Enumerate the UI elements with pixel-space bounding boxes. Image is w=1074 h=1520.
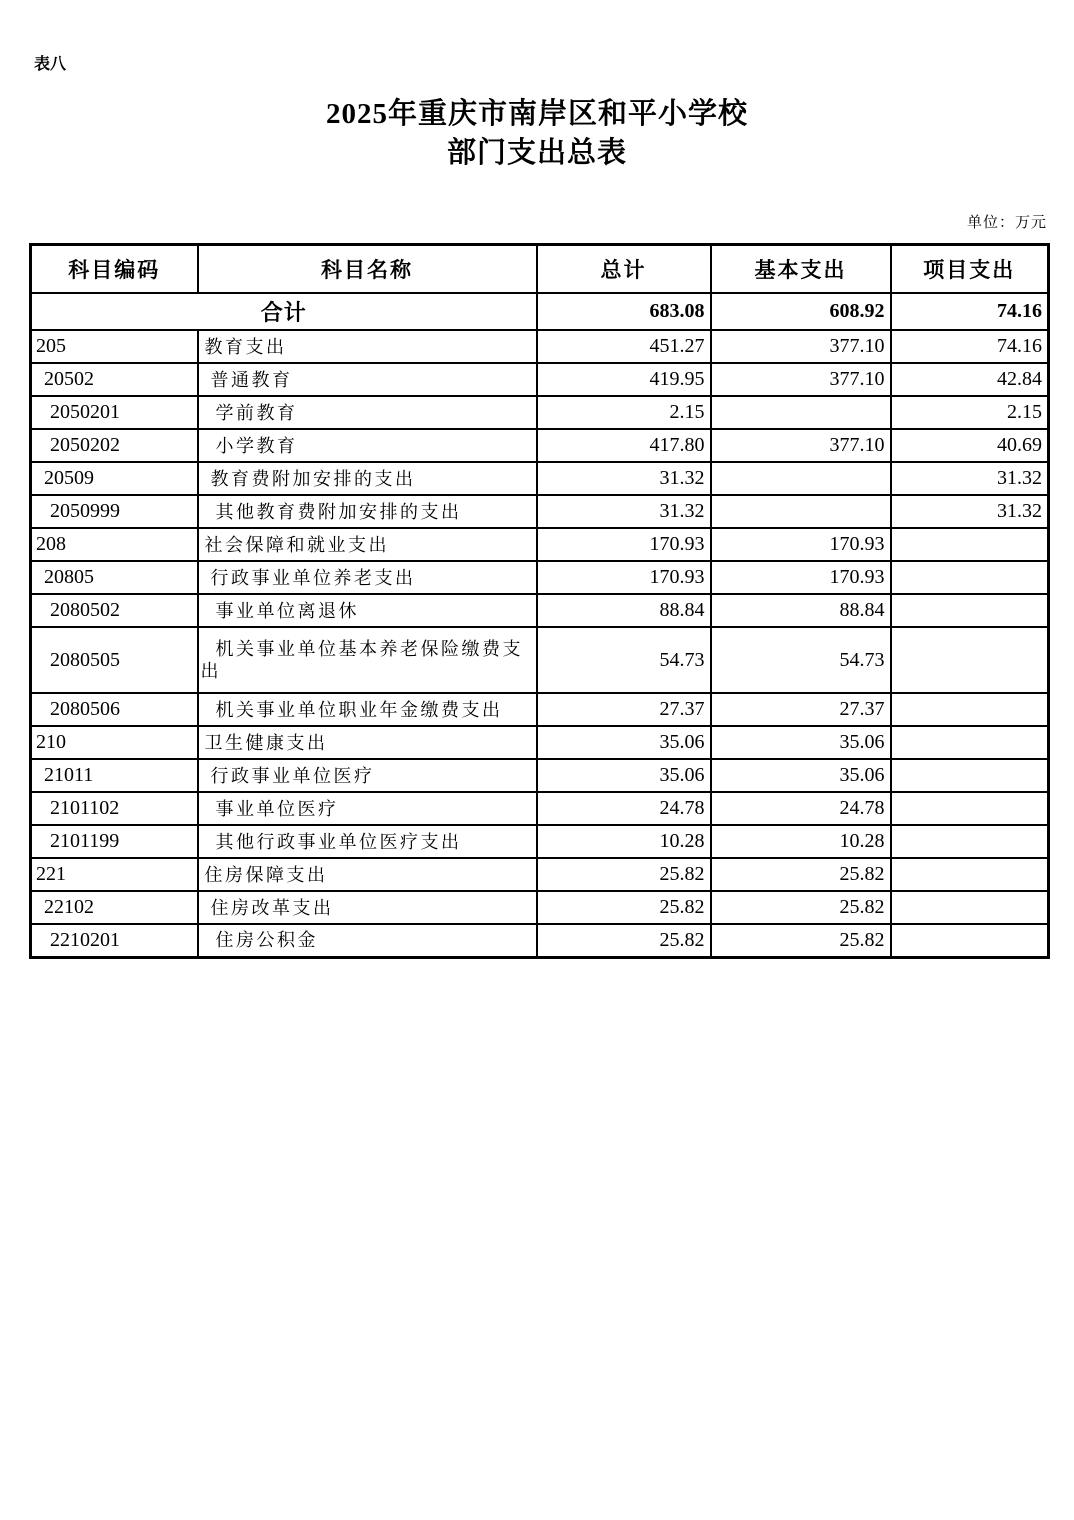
basic-expenditure-cell: 25.82 [711, 924, 891, 957]
header-basic-expenditure: 基本支出 [711, 245, 891, 294]
subject-code-cell: 2101199 [31, 825, 198, 858]
project-expenditure-cell: 31.32 [891, 462, 1049, 495]
total-cell: 25.82 [537, 858, 711, 891]
header-project-expenditure: 项目支出 [891, 245, 1049, 294]
project-expenditure-cell [891, 792, 1049, 825]
project-expenditure-cell [891, 627, 1049, 693]
header-total: 总计 [537, 245, 711, 294]
basic-expenditure-cell: 25.82 [711, 891, 891, 924]
subject-code-cell: 20509 [31, 462, 198, 495]
subject-code-cell: 20805 [31, 561, 198, 594]
basic-expenditure-cell: 170.93 [711, 528, 891, 561]
page-title [0, 95, 1074, 173]
project-expenditure-cell [891, 825, 1049, 858]
subject-name-cell: 普通教育 [198, 363, 537, 396]
table-number-label: 表八 [34, 56, 67, 73]
subject-code-cell: 2210201 [31, 924, 198, 957]
table-row [31, 825, 1049, 858]
subject-name-cell: 卫生健康支出 [198, 726, 537, 759]
basic-expenditure-cell: 35.06 [711, 759, 891, 792]
basic-expenditure-cell [711, 495, 891, 528]
basic-expenditure-cell: 170.93 [711, 561, 891, 594]
subject-name-cell: 住房改革支出 [198, 891, 537, 924]
project-expenditure-cell [891, 924, 1049, 957]
subject-code-cell: 22102 [31, 891, 198, 924]
table-row [31, 891, 1049, 924]
table-row [31, 693, 1049, 726]
total-cell: 170.93 [537, 561, 711, 594]
total-cell: 31.32 [537, 462, 711, 495]
table-row [31, 858, 1049, 891]
basic-expenditure-cell [711, 396, 891, 429]
basic-expenditure-cell: 35.06 [711, 726, 891, 759]
table-row [31, 462, 1049, 495]
table-row [31, 594, 1049, 627]
basic-expenditure-cell: 25.82 [711, 858, 891, 891]
project-expenditure-cell [891, 858, 1049, 891]
subject-code-cell: 2080506 [31, 693, 198, 726]
total-cell: 24.78 [537, 792, 711, 825]
subject-name-cell: 其他行政事业单位医疗支出 [198, 825, 537, 858]
table-row [31, 726, 1049, 759]
subject-name-cell: 行政事业单位医疗 [198, 759, 537, 792]
project-expenditure-cell [891, 528, 1049, 561]
project-expenditure-cell: 31.32 [891, 495, 1049, 528]
subject-code-cell: 2101102 [31, 792, 198, 825]
table-row [31, 528, 1049, 561]
subject-code-cell: 2050999 [31, 495, 198, 528]
subject-code-cell: 221 [31, 858, 198, 891]
page-title-line-1: 2025年重庆市南岸区和平小学校 [325, 98, 748, 130]
header-subject-code: 科目编码 [31, 245, 198, 294]
grand-total-row [31, 293, 1049, 330]
subject-code-cell: 21011 [31, 759, 198, 792]
table-row [31, 495, 1049, 528]
total-cell: 419.95 [537, 363, 711, 396]
subject-name-cell: 机关事业单位基本养老保险缴费支出 [198, 627, 537, 693]
header-subject-name: 科目名称 [198, 245, 537, 294]
subject-name-cell: 学前教育 [198, 396, 537, 429]
total-cell: 25.82 [537, 891, 711, 924]
basic-expenditure-cell: 377.10 [711, 429, 891, 462]
grand-total-basic-cell: 608.92 [711, 293, 891, 330]
project-expenditure-cell [891, 561, 1049, 594]
table-row [31, 627, 1049, 693]
table-header [31, 245, 1049, 294]
basic-expenditure-cell: 54.73 [711, 627, 891, 693]
total-cell: 417.80 [537, 429, 711, 462]
subject-name-cell: 机关事业单位职业年金缴费支出 [198, 693, 537, 726]
subject-name-cell: 教育支出 [198, 330, 537, 363]
table-row [31, 396, 1049, 429]
project-expenditure-cell [891, 726, 1049, 759]
basic-expenditure-cell: 27.37 [711, 693, 891, 726]
total-cell: 170.93 [537, 528, 711, 561]
total-cell: 10.28 [537, 825, 711, 858]
subject-code-cell: 2080505 [31, 627, 198, 693]
subject-name-cell: 住房公积金 [198, 924, 537, 957]
subject-name-cell: 社会保障和就业支出 [198, 528, 537, 561]
subject-name-cell: 住房保障支出 [198, 858, 537, 891]
table-row [31, 759, 1049, 792]
subject-name-cell: 事业单位医疗 [198, 792, 537, 825]
table-row [31, 561, 1049, 594]
project-expenditure-cell: 2.15 [891, 396, 1049, 429]
subject-code-cell: 208 [31, 528, 198, 561]
total-cell: 35.06 [537, 726, 711, 759]
total-cell: 2.15 [537, 396, 711, 429]
expenditure-summary-table [29, 243, 1050, 959]
total-cell: 451.27 [537, 330, 711, 363]
total-cell: 54.73 [537, 627, 711, 693]
table-row [31, 924, 1049, 957]
grand-total-total-cell: 683.08 [537, 293, 711, 330]
basic-expenditure-cell: 24.78 [711, 792, 891, 825]
subject-name-cell: 行政事业单位养老支出 [198, 561, 537, 594]
project-expenditure-cell [891, 594, 1049, 627]
page-title-line-2: 部门支出总表 [446, 137, 627, 169]
total-cell: 31.32 [537, 495, 711, 528]
subject-code-cell: 205 [31, 330, 198, 363]
basic-expenditure-cell: 377.10 [711, 330, 891, 363]
total-cell: 35.06 [537, 759, 711, 792]
table-row [31, 330, 1049, 363]
subject-code-cell: 2050201 [31, 396, 198, 429]
basic-expenditure-cell [711, 462, 891, 495]
grand-total-label: 合计 [31, 293, 537, 330]
project-expenditure-cell: 40.69 [891, 429, 1049, 462]
project-expenditure-cell: 42.84 [891, 363, 1049, 396]
subject-code-cell: 20502 [31, 363, 198, 396]
subject-name-cell: 小学教育 [198, 429, 537, 462]
project-expenditure-cell: 74.16 [891, 330, 1049, 363]
table-header-row [31, 245, 1049, 294]
project-expenditure-cell [891, 759, 1049, 792]
subject-name-cell: 事业单位离退休 [198, 594, 537, 627]
project-expenditure-cell [891, 693, 1049, 726]
grand-total-project-cell: 74.16 [891, 293, 1049, 330]
subject-code-cell: 210 [31, 726, 198, 759]
project-expenditure-cell [891, 891, 1049, 924]
basic-expenditure-cell: 377.10 [711, 363, 891, 396]
subject-name-cell: 教育费附加安排的支出 [198, 462, 537, 495]
total-cell: 88.84 [537, 594, 711, 627]
table-body [31, 330, 1049, 957]
table-row [31, 363, 1049, 396]
subject-code-cell: 2080502 [31, 594, 198, 627]
basic-expenditure-cell: 88.84 [711, 594, 891, 627]
table-row [31, 429, 1049, 462]
total-cell: 27.37 [537, 693, 711, 726]
basic-expenditure-cell: 10.28 [711, 825, 891, 858]
unit-label: 单位：万元 [966, 215, 1047, 231]
total-cell: 25.82 [537, 924, 711, 957]
subject-code-cell: 2050202 [31, 429, 198, 462]
table-row [31, 792, 1049, 825]
subject-name-cell: 其他教育费附加安排的支出 [198, 495, 537, 528]
